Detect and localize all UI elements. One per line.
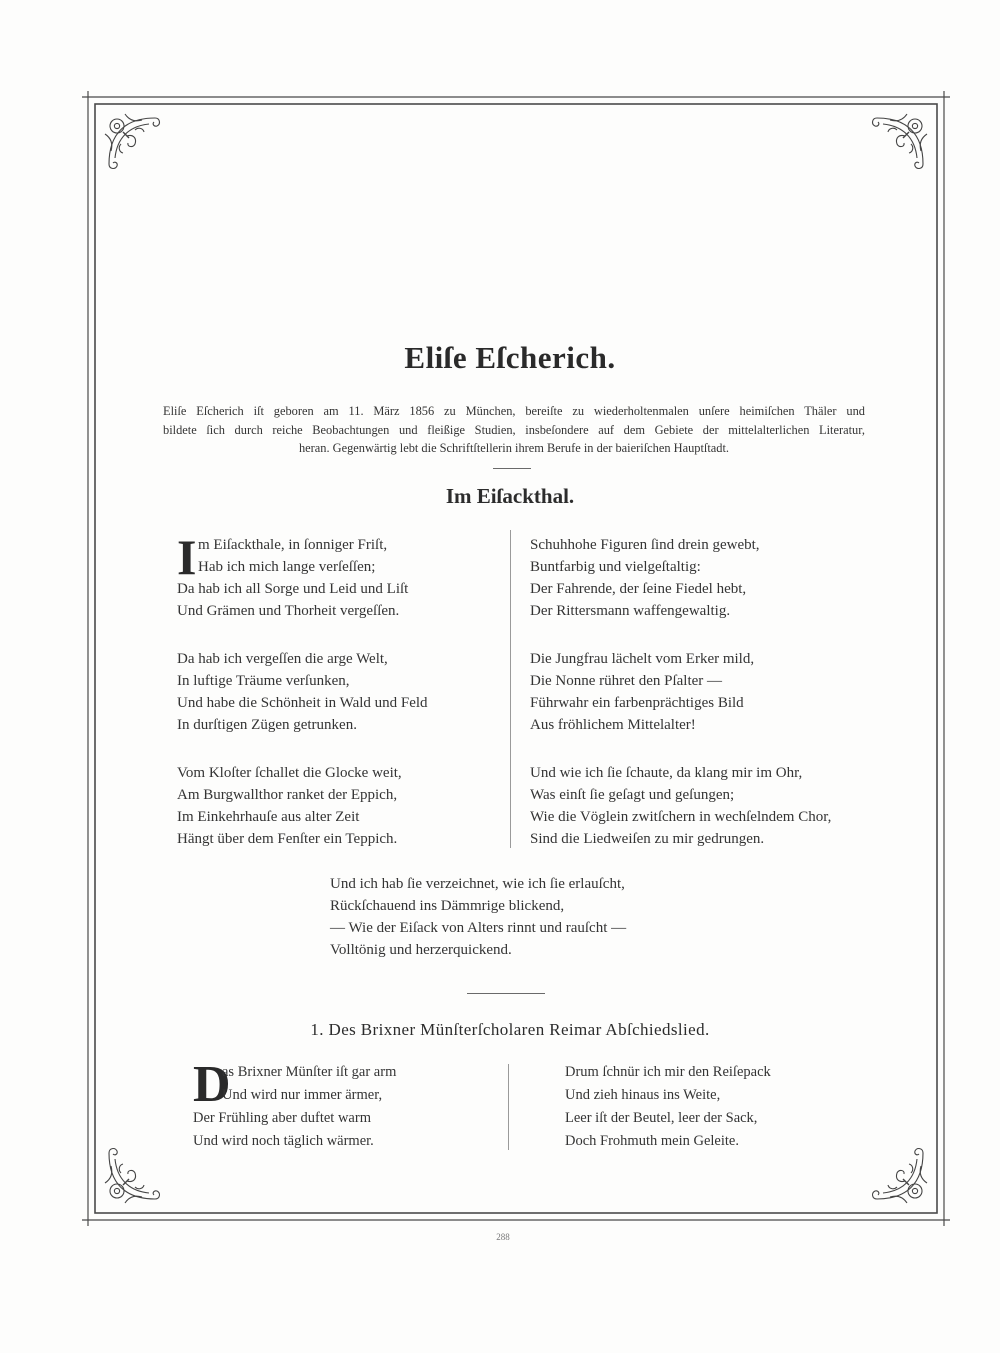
page-number: 288 [496,1232,510,1242]
poem-line: Was einſt ſie geſagt und geſungen; [530,787,735,803]
poem-line: as Brixner Münſter iſt gar arm [222,1064,397,1080]
poem-line: Und zieh hinaus ins Weite, [565,1087,721,1103]
poem-line: m Eiſackthale, in ſonniger Friſt, [198,537,388,553]
poem-closing-stanza [330,873,710,961]
poem-line: Sind die Liedweiſen zu mir gedrungen. [530,831,765,847]
poem-line: Der Rittersmann waffengewaltig. [530,603,731,619]
section-title: 1. Des Brixner Münſterſcholaren Reimar Abſchiedslied. [310,1020,710,1039]
poem-line: Und wird noch täglich wärmer. [193,1133,374,1149]
poem-line: Hängt über dem Fenſter ein Teppich. [177,831,398,847]
stanza [530,762,870,850]
column-divider [508,1064,509,1150]
poem-line: — Wie der Eiſack von Alters rinnt und rauſcht — [330,920,627,936]
poem-line: Im Einkehrhauſe aus alter Zeit [177,809,360,825]
poem-line: Drum ſchnür ich mir den Reiſepack [565,1064,771,1080]
poem-line: In luftige Träume verſunken, [177,673,350,689]
drop-cap: D [193,1056,231,1113]
poem-right-column [530,534,870,876]
drop-cap: I [177,529,197,585]
bio-line: bildete ſich durch reiche Beobachtungen und fleißige Studien, insbeſondere auf dem Gebiete der mittelalterlichen Literatur, [163,422,865,437]
corner-ornament-icon [873,1149,927,1203]
poem-line: Und wird nur immer ärmer, [222,1087,383,1103]
poem-line: Der Fahrende, der ſeine Fiedel hebt, [530,581,747,597]
stanza [530,534,870,622]
corner-ornament-icon [105,1149,159,1203]
stanza [177,762,497,850]
poem-line: Wie die Vöglein zwitſchern in wechſelndem Chor, [530,809,832,825]
poem-line: Doch Frohmuth mein Geleite. [565,1133,739,1149]
divider-rule [493,468,531,469]
poem-line: Buntfarbig und vielgeſtaltig: [530,559,701,575]
poem-line: Und Grämen und Thorheit vergeſſen. [177,603,400,619]
poem-line: Die Jungfrau lächelt vom Erker mild, [530,651,755,667]
poem-line: Volltönig und herzerquickend. [330,942,512,958]
section-right-column [565,1061,865,1153]
poem-line: Hab ich mich lange verſeſſen; [198,559,376,575]
poem-line: Rückſchauend ins Dämmrige blickend, [330,898,565,914]
poem-line: Der Frühling aber duftet warm [193,1110,371,1126]
poem-line: In durſtigen Zügen getrunken. [177,717,357,733]
bio-line: heran. Gegenwärtig lebt die Schriftſtellerin ihrem Berufe in der baieriſchen Hauptſtadt. [298,441,730,455]
stanza [177,648,497,736]
poem-line: Am Burgwallthor ranket der Eppich, [177,787,398,803]
stanza [177,529,497,622]
poem-line: Und habe die Schönheit in Wald und Feld [177,695,428,711]
poem-line: Aus fröhlichem Mittelalter! [530,717,696,733]
corner-ornament-icon [873,114,927,168]
column-divider [510,530,511,848]
poem-line: Führwahr ein farbenprächtiges Bild [530,695,744,711]
section-left-column [193,1056,493,1153]
poem-line: Da hab ich all Sorge und Leid und Liſt [177,581,409,597]
stanza [530,648,870,736]
poem-line: Schuhhohe Figuren ſind drein gewebt, [530,537,760,553]
bio-line: Eliſe Eſcherich iſt geboren am 11. März 1856 zu München, bereiſte zu wiederholtenmalen unſere heimiſchen Thäler und [163,404,865,418]
poem-line: Und ich hab ſie verzeichnet, wie ich ſie erlauſcht, [330,876,625,892]
author-biography [163,402,865,458]
poem-line: Da hab ich vergeſſen die arge Welt, [177,651,388,667]
poem-line: Und wie ich ſie ſchaute, da klang mir im Ohr, [530,765,803,781]
poem-line: Leer iſt der Beutel, leer der Sack, [565,1110,758,1126]
page-title: Eliſe Eſcherich. [404,340,616,375]
divider-rule [467,993,545,994]
poem-title: Im Eiſackthal. [445,484,575,508]
poem-left-column [177,529,497,876]
corner-ornament-icon [105,114,159,168]
poem-line: Die Nonne rühret den Pſalter — [530,673,723,689]
poem-line: Vom Kloſter ſchallet die Glocke weit, [177,765,402,781]
